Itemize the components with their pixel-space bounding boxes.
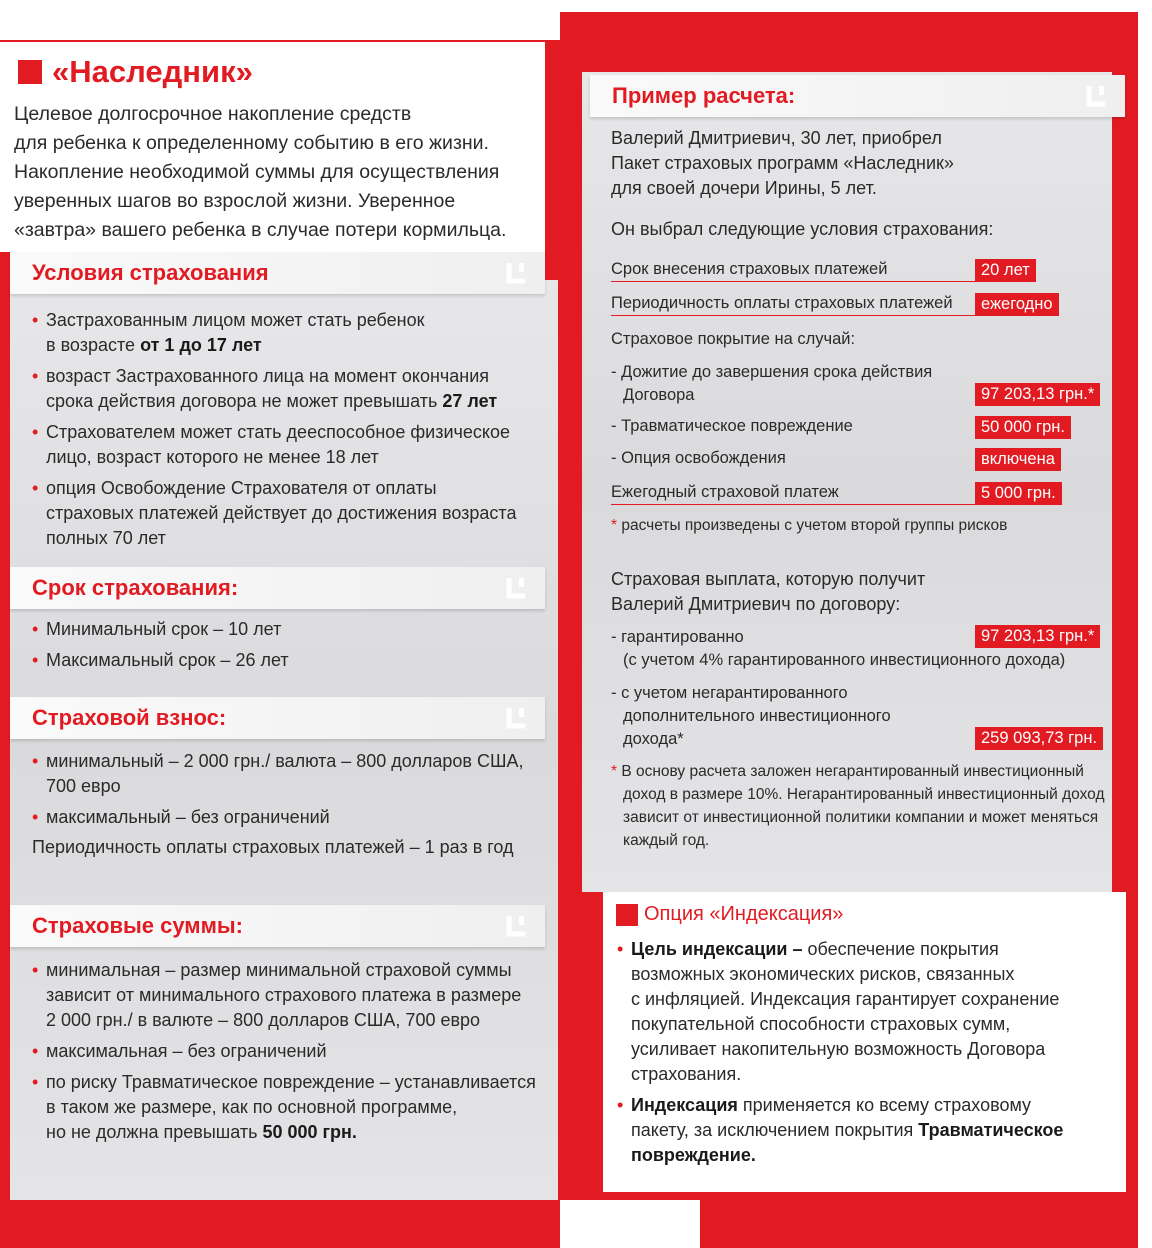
example-chose: Он выбрал следующие условия страхования: [611,219,994,239]
brand-logo-icon [1083,82,1111,110]
example-intro: Валерий Дмитриевич, 30 лет, приобрел Пакет страховых программ «Наследник» для своей дочери Ирины, 5 лет. [611,128,954,198]
value-badge: включена [975,448,1061,471]
payout-nonguaranteed: - с учетом негарантированного дополнительного инвестиционного дохода* [611,684,891,748]
list-item: • Цель индексации – обеспечение покрытия возможных экономических рисков, связанных с инфляцией. Индексация гарантирует сохранение покупательной способности страховых сумм, усиливает накопительную возможность Договора страхования. [617,937,1117,1087]
section-title: Срок страхования: [32,575,239,600]
row-underline [611,504,975,505]
premium-frequency-note: Периодичность оплаты страховых платежей – 1 раз в год [32,837,514,857]
value-badge: ежегодно [975,293,1059,316]
list-item: • максимальная – без ограничений [32,1039,557,1064]
section-header-premium [10,697,545,739]
brand-logo-icon [503,259,531,287]
annual-payment-label: Ежегодный страховой платеж [611,483,839,501]
brand-logo-icon [503,912,531,940]
value-badge: 5 000 грн. [975,482,1062,505]
list-item: • минимальная – размер минимальной страховой суммы зависит от минимального страхового платежа в размере 2 000 грн./ в валюте – 800 долларов США, 700 евро [32,958,557,1033]
red-square-icon [18,60,42,84]
value-badge: 20 лет [975,259,1036,282]
conditions-list [32,308,552,557]
description-line: «завтра» вашего ребенка в случае потери кормильца. [14,219,507,241]
list-item: • Застрахованным лицом может стать ребенок в возрасте от 1 до 17 лет [32,308,552,358]
indexation-list [617,937,1117,1174]
white-right-edge [1138,0,1152,1248]
product-description [14,100,544,245]
coverage-waiver: - Опция освобождения [611,449,786,467]
value-badge: 50 000 грн. [975,416,1071,439]
term-list [32,617,552,679]
section-header-conditions [10,252,545,294]
coverage-trauma: - Травматическое повреждение [611,417,853,435]
product-title-text: «Наследник» [52,54,253,89]
section-header-term [10,567,545,609]
list-item: • по риску Травматическое повреждение – устанавливается в таком же размере, как по основной программе, но не должна превышать 50 000 грн. [32,1070,557,1145]
list-item: • Индексация применяется ко всему страховому пакету, за исключением покрытия Травматическое повреждение. [617,1093,1117,1168]
list-item: • Минимальный срок – 10 лет [32,617,552,642]
list-item: • минимальный – 2 000 грн./ валюта – 800 долларов США, 700 евро [32,749,552,799]
row-label-payment-frequency: Периодичность оплаты страховых платежей [611,294,953,312]
description-line: Накопление необходимой суммы для осуществления [14,161,500,183]
value-badge: 259 093,73 грн. [975,727,1103,750]
description-line: для ребенка к определенному событию в его жизни. [14,132,489,154]
list-item: • опция Освобождение Страхователя от оплаты страховых платежей действует до достижения возраста полных 70 лет [32,476,552,551]
section-title: Условия страхования [32,260,269,285]
footnote-investment: * В основу расчета заложен негарантированный инвестиционный доход в размере 10%. Негарантированный инвестиционный доход зависит от инвестиционной политики компании и может меняться каждый год. [611,763,1105,849]
red-square-icon [616,904,638,926]
value-badge: 97 203,13 грн.* [975,383,1100,406]
section-title: Пример расчета: [612,83,796,108]
list-item: • возраст Застрахованного лица на момент окончания срока действия договора не может превышать 27 лет [32,364,552,414]
brand-logo-icon [503,574,531,602]
indexation-title: Опция «Индексация» [616,903,843,926]
brand-logo-icon [503,704,531,732]
section-header-sums [10,905,545,947]
product-title [18,54,253,90]
list-item: • Максимальный срок – 26 лет [32,648,552,673]
value-badge: 97 203,13 грн.* [975,625,1100,648]
section-header-example [590,75,1125,117]
white-bottom-right-strip [560,1200,700,1248]
coverage-survival: - Дожитие до завершения срока действия Договора [611,363,933,404]
row-label-payment-term: Срок внесения страховых платежей [611,260,888,278]
list-item: • максимальный – без ограничений [32,805,552,830]
payout-guaranteed: - гарантированно (с учетом 4% гарантированного инвестиционного дохода) [611,628,1066,669]
row-underline [611,281,975,282]
row-underline [611,315,975,316]
section-title: Страховые суммы: [32,913,243,938]
payout-title: Страховая выплата, которую получит Валерий Дмитриевич по договору: [611,569,926,614]
section-title: Страховой взнос: [32,705,227,730]
description-line: уверенных шагов во взрослой жизни. Уверенное [14,190,456,212]
premium-list [32,749,552,836]
coverage-title: Страховое покрытие на случай: [611,330,856,348]
sums-list [32,958,557,1151]
description-line: Целевое долгосрочное накопление средств [14,103,412,125]
footnote-risk-group: * расчеты произведены с учетом второй группы рисков [611,517,1008,534]
list-item: • Страхователем может стать дееспособное физическое лицо, возраст которого не менее 18 лет [32,420,552,470]
